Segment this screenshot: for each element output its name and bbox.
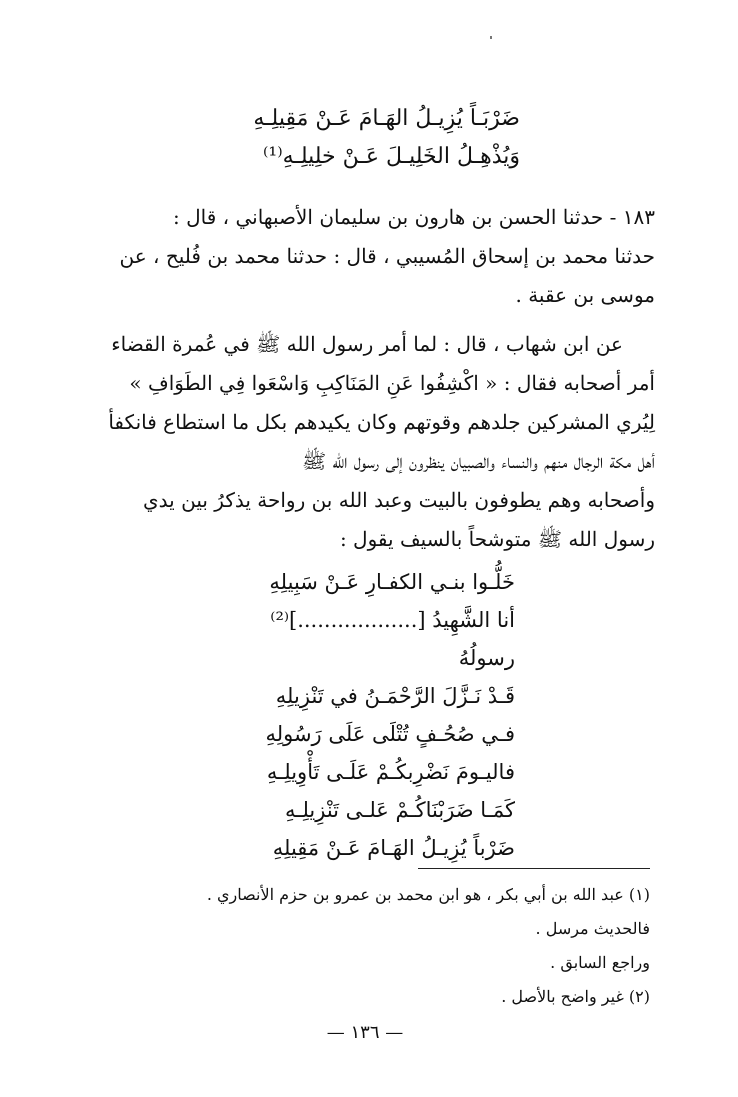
hadith-line: رسول الله ﷺ متوشحاً بالسيف يقول : xyxy=(339,527,655,551)
hadith-line: لِيُري المشركين جلدهم وقوتهم وكان يكيدهم بكل ما استطاع فانكفأ xyxy=(108,410,655,434)
hadith-line: عن ابن شهاب ، قال : لما أمر رسول الله ﷺ في عُمرة القضاء xyxy=(111,332,623,356)
footnote-separator xyxy=(418,868,650,869)
footnotes xyxy=(206,878,650,1014)
footnote: (٢) غير واضح بالأصل . xyxy=(501,987,650,1006)
hadith-line: وأصحابه وهم يطوفون بالبيت وعبد الله بن رواحة يذكرُ بين يدي xyxy=(143,488,655,512)
poem-line: كَمَـا ضَرَبْنَاكُـمْ عَلـى تَنْزِيلِـهِ xyxy=(285,798,515,822)
scan-mark xyxy=(490,36,492,39)
poem-line: فـي صُحُـفٍ تُتْلَى عَلَى رَسُولِهِ xyxy=(265,722,515,746)
verse-line: وَيُذْهِـلُ الخَلِيـلَ عَـنْ خلِيلِـهِ⁽¹⁾ xyxy=(262,144,520,169)
hadith-text xyxy=(95,198,655,559)
opening-verse xyxy=(150,100,520,176)
poem-line: خَلُّـوا بنـي الكفـارِ عَـنْ سَبِيلِهِ xyxy=(269,570,515,594)
hadith-line: أهل مكة الرجال منهم والنساء والصبيان ينظرون إلى رسول الله ﷺ xyxy=(301,449,655,473)
hadith-line: حدثنا محمد بن إسحاق المُسيبي ، قال : حدثنا محمد بن فُليح ، عن xyxy=(119,244,655,268)
footnote: فالحديث مرسل . xyxy=(535,919,650,938)
poem-line: فاليـومَ نَضْرِبكُـمْ عَلَـى تَأْوِيلِـهِ xyxy=(266,760,515,784)
verse-line: ضَرْبَـاً يُزِيـلُ الهَـامَ عَـنْ مَقِيلِـهِ xyxy=(253,106,520,131)
poem-line: أنا الشَّهِيدُ [..................]⁽²⁾ رسولُهُ xyxy=(270,608,515,670)
hadith-line: ١٨٣ - حدثنا الحسن بن هارون بن سليمان الأصبهاني ، قال : xyxy=(173,205,655,229)
page-number: — ١٣٦ — xyxy=(326,1022,404,1043)
poem-line: قَـدْ نَـزَّلَ الرَّحْمَـنُ في تَنْزِيلِهِ xyxy=(275,684,515,708)
footnote: (١) عبد الله بن أبي بكر ، هو ابن محمد بن عمرو بن حزم الأنصاري . xyxy=(206,885,650,904)
poem-line: ضَرْباً يُزِيـلُ الهَـامَ عَـنْ مَقِيلِهِ xyxy=(272,836,515,860)
poem xyxy=(230,563,515,867)
hadith-line: موسى بن عقبة . xyxy=(515,283,655,307)
footnote: وراجع السابق . xyxy=(550,953,650,972)
hadith-line: أمر أصحابه فقال : « اكْشِفُوا عَنِ المَنَاكِبِ وَاسْعَوا فِي الطَوَافِ » xyxy=(129,371,655,395)
